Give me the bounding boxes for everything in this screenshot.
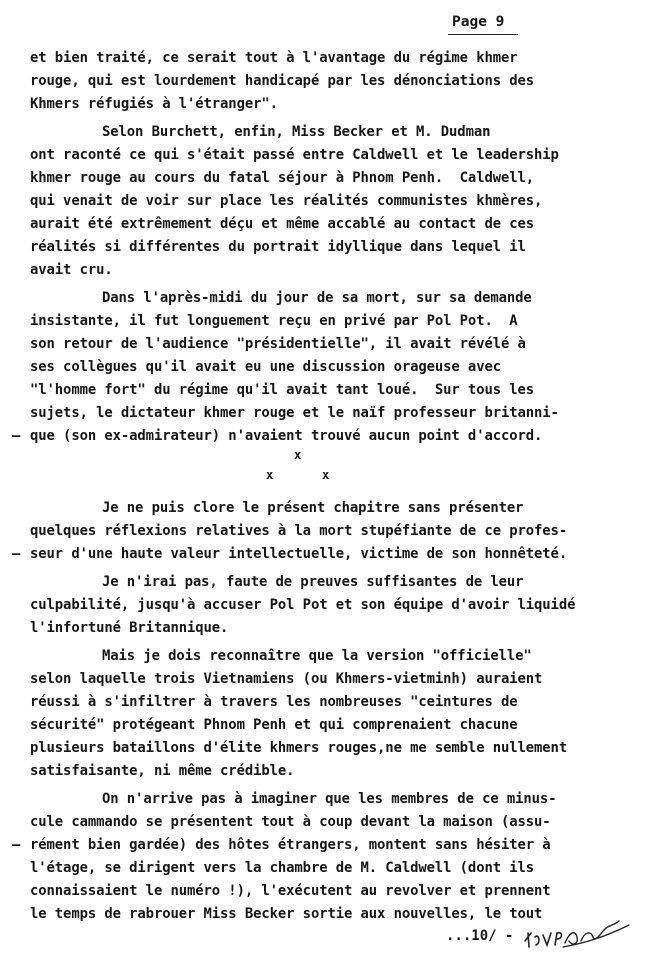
- text-line: khmer rouge au cours du fatal séjour à Phnom Penh. Caldwell,: [30, 170, 535, 186]
- margin-dash: –: [12, 428, 21, 444]
- text-line: le temps de rabrouer Miss Becker sortie aux nouvelles, le tout: [30, 906, 543, 922]
- text-line: sujets, le dictateur khmer rouge et le naïf professeur britanni-: [30, 405, 559, 421]
- text-line: "l'homme fort" du régime qu'il avait tant loué. Sur tous les: [30, 382, 535, 398]
- text-line: satisfaisante, ni même crédible.: [30, 763, 295, 779]
- separator-mark: x: [322, 468, 330, 482]
- text-line: Je ne puis clore le présent chapitre sans présenter: [102, 500, 524, 516]
- text-line: que (son ex-admirateur) n'avaient trouvé aucun point d'accord.: [30, 428, 543, 444]
- text-line: avait cru.: [30, 262, 113, 278]
- text-line: connaissaient le numéro !), l'exécutent au revolver et prennent: [30, 883, 551, 899]
- text-line: réussi à s'infiltrer à travers les nombreuses "ceintures de: [30, 694, 518, 710]
- text-line: On n'arrive pas à imaginer que les membres de ce minus-: [102, 791, 557, 807]
- text-line: Khmers réfugiés à l'étranger".: [30, 96, 278, 112]
- text-line: réalités si différentes du portrait idyllique dans lequel il: [30, 239, 526, 255]
- text-line: qui venait de voir sur place les réalités communistes khmères,: [30, 193, 543, 209]
- text-line: plusieurs bataillons d'élite khmers rouges,ne me semble nullement: [30, 740, 568, 756]
- text-line: quelques réflexions relatives à la mort stupéfiante de ce profes-: [30, 523, 568, 539]
- text-line: l'infortuné Britannique.: [30, 620, 229, 636]
- separator-mark: x: [294, 448, 302, 462]
- text-line: l'étage, se dirigent vers la chambre de M. Caldwell (dont ils: [30, 860, 535, 876]
- margin-dash: –: [12, 546, 21, 562]
- text-line: culpabilité, jusqu'à accuser Pol Pot et son équipe d'avoir liquidé: [30, 597, 576, 613]
- text-line: ont raconté ce qui s'était passé entre Caldwell et le leadership: [30, 147, 559, 163]
- text-line: seur d'une haute valeur intellectuelle, victime de son honnêteté.: [30, 546, 568, 562]
- text-line: aurait été extrêmement déçu et même accablé au contact de ces: [30, 216, 535, 232]
- text-line: sécurité" protégeant Phnom Penh et qui comprenaient chacune: [30, 717, 518, 733]
- text-line: rément bien gardée) des hôtes étrangers, montent sans hésiter à: [30, 837, 551, 853]
- text-line: cule cammando se présentent tout à coup devant la maison (assu-: [30, 814, 551, 830]
- page-number: Page 9: [452, 14, 505, 30]
- text-line: Je n'irai pas, faute de preuves suffisantes de leur: [102, 574, 524, 590]
- text-line: son retour de l'audience "présidentielle", il avait révélé à: [30, 336, 526, 352]
- separator-mark: x: [266, 468, 274, 482]
- handwritten-initials-signature: [505, 903, 635, 951]
- text-line: ses collègues qu'il avait eu une discussion orageuse avec: [30, 359, 501, 375]
- text-line: selon laquelle trois Vietnamiens (ou Khmers-vietminh) auraient: [30, 671, 543, 687]
- text-line: Dans l'après-midi du jour de sa mort, sur sa demande: [102, 290, 532, 306]
- page-number-underline: [448, 34, 518, 35]
- margin-dash: –: [12, 837, 21, 853]
- text-line: rouge, qui est lourdement handicapé par les dénonciations des: [30, 73, 535, 89]
- text-line: Mais je dois reconnaître que la version "officielle": [102, 648, 532, 664]
- text-line: Selon Burchett, enfin, Miss Becker et M. Dudman: [102, 124, 491, 140]
- page-continuation: ...10/ -: [446, 928, 514, 944]
- text-line: insistante, il fut longuement reçu en privé par Pol Pot. A: [30, 313, 518, 329]
- text-line: et bien traité, ce serait tout à l'avantage du régime khmer: [30, 50, 518, 66]
